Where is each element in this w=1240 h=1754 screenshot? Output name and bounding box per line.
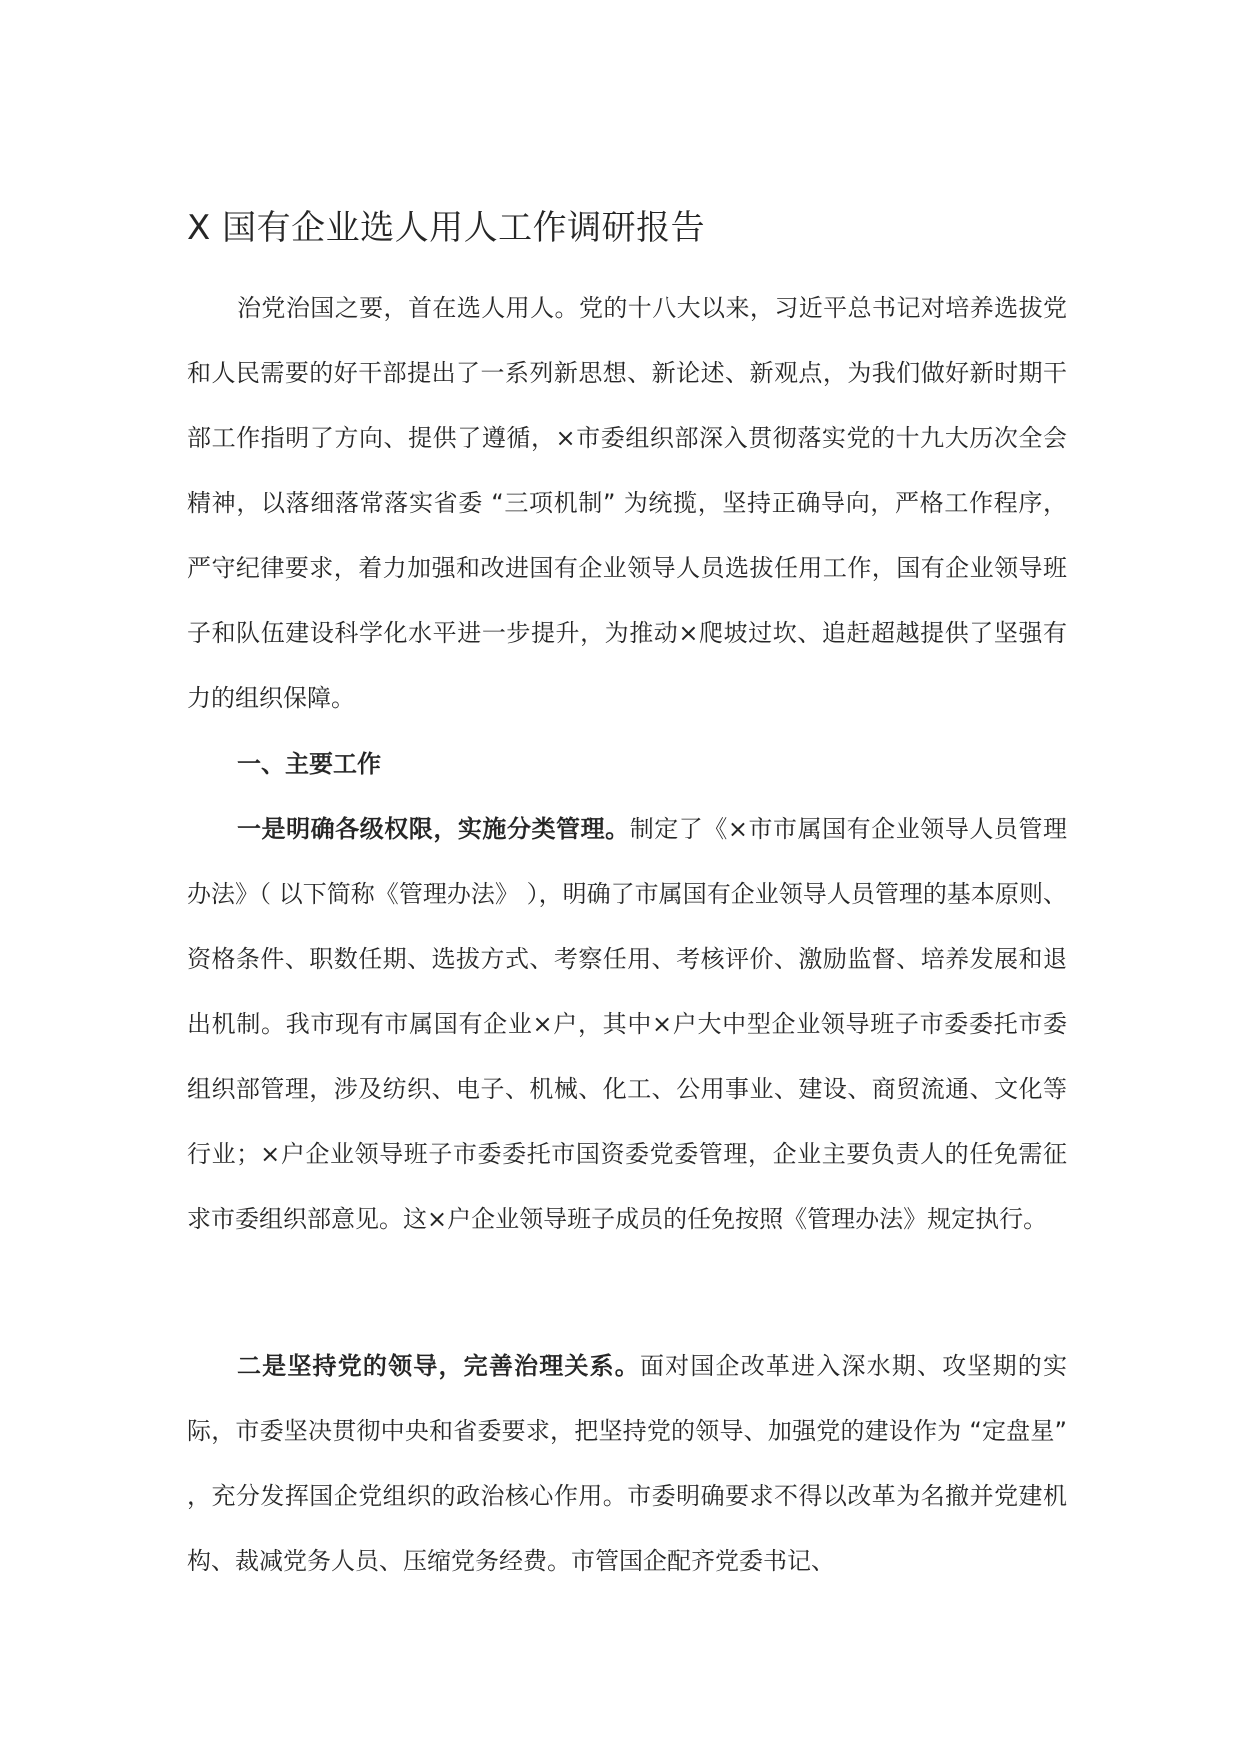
point-2-text: 面对国企改革进入深水期、攻坚期的实际，市委坚决贯彻中央和省委要求，把坚持党的领导、加强党的建设作为 “定盘星” ，充分发挥国企党组织的政治核心作用。市委明确要求不得以改革为名撤并党建机构、裁减党务人员、压缩党务经费。市管国企配齐党委书记、 bbox=[187, 1352, 1067, 1575]
point-1-lead: 一是明确各级权限，实施分类管理。 bbox=[237, 815, 630, 843]
intro-paragraph: 治党治国之要，首在选人用人。党的十八大以来，习近平总书记对培养选拔党和人民需要的好干部提出了一系列新思想、新论述、新观点，为我们做好新时期干部工作指明了方向、提供了遵循，×市委组织部深入贯彻落实党的十九大历次全会精神，以落细落常落实省委 “三项机制” 为统揽，坚持正确导向，严格工作程序，严守纪律要求，着力加强和改进国有企业领导人员选拔任用工作，国有企业领导班子和队伍建设科学化水平进一步提升，为推动×爬坡过坎、追赶超越提供了坚强有力的组织保障。 bbox=[187, 294, 1067, 712]
document-title: X 国有企业选人用人工作调研报告 bbox=[187, 208, 706, 248]
point-2-lead: 二是坚持党的领导，完善治理关系。 bbox=[237, 1352, 640, 1380]
point-1-paragraph bbox=[187, 797, 1067, 1252]
point-2-paragraph bbox=[187, 1334, 1067, 1594]
section-heading: 一、主要工作 bbox=[237, 750, 381, 778]
point-1-text: 制定了《×市市属国有企业领导人员管理办法》（ 以下简称《管理办法》 ），明确了市属国有企业领导人员管理的基本原则、资格条件、职数任期、选拔方式、考察任用、考核评价、激励监督、培养发展和退出机制。我市现有市属国有企业×户，其中×户大中型企业领导班子市委委托市委组织部管理，涉及纺织、电子、机械、化工、公用事业、建设、商贸流通、文化等行业；×户企业领导班子市委委托市国资委党委管理，企业主要负责人的任免需征求市委组织部意见。这×户企业领导班子成员的任免按照《管理办法》规定执行。 bbox=[187, 815, 1068, 1233]
